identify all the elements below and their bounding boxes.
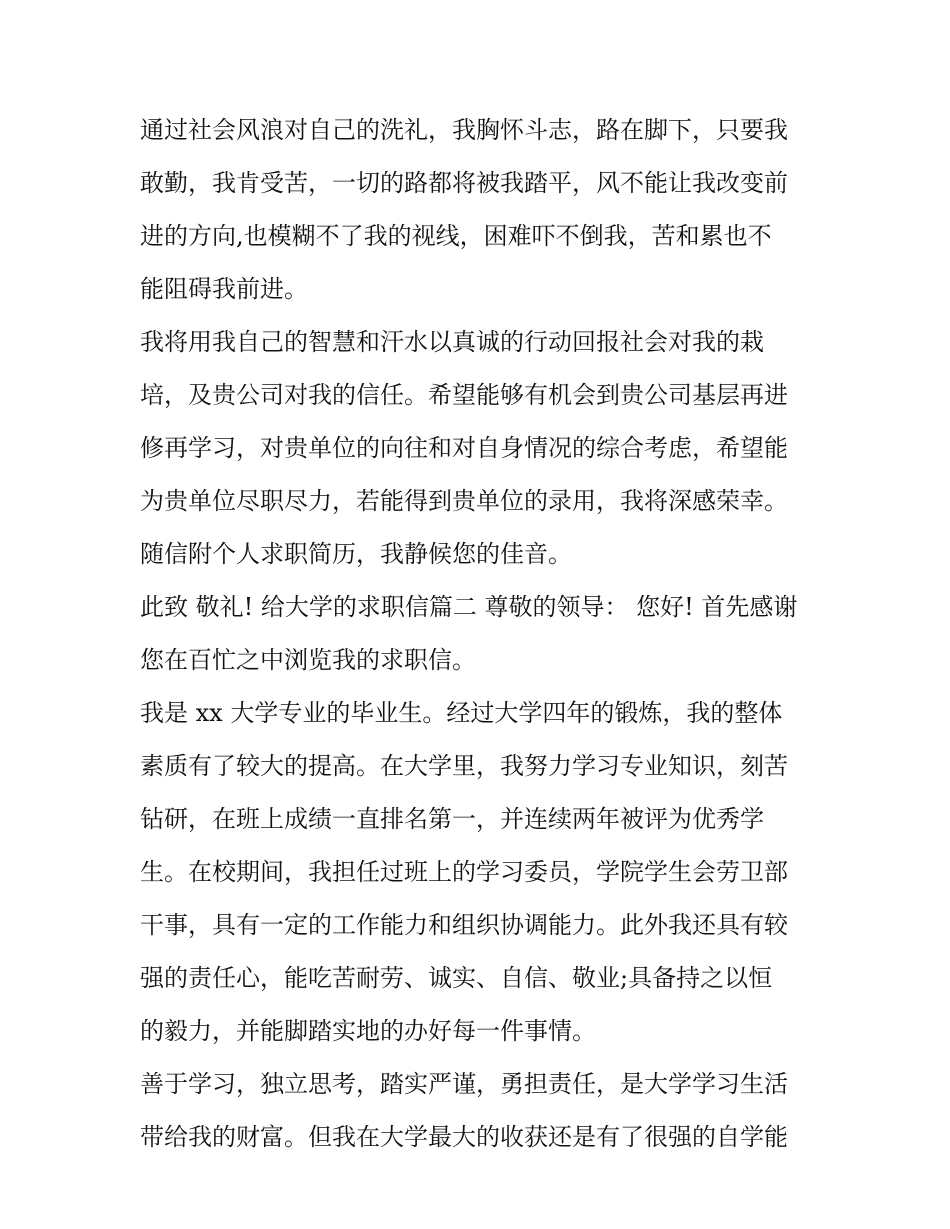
text-line: 培，及贵公司对我的信任。希望能够有机会到贵公司基层再进 [140,381,788,409]
text-line: 您在百忙之中浏览我的求职信。 [140,646,476,674]
text-line: 生。在校期间，我担任过班上的学习委员，学院学生会劳卫部 [140,858,788,886]
text-line: 我是 xx 大学专业的毕业生。经过大学四年的锻炼，我的整体 [140,699,783,727]
text-line: 通过社会风浪对自己的洗礼，我胸怀斗志，路在脚下，只要我 [140,116,788,144]
text-line: 修再学习，对贵单位的向往和对自身情况的综合考虑，希望能 [140,434,788,462]
text-line: 强的责任心，能吃苦耐劳、诚实、自信、敬业;具备持之以恒 [140,964,773,992]
text-line: 素质有了较大的提高。在大学里，我努力学习专业知识，刻苦 [140,752,788,780]
text-line: 进的方向,也模糊不了我的视线，困难吓不倒我，苦和累也不 [140,222,772,250]
text-line: 为贵单位尽职尽力，若能得到贵单位的录用，我将深感荣幸。 [140,487,788,515]
text-line: 干事，具有一定的工作能力和组织协调能力。此外我还具有较 [140,911,788,939]
text-line: 带给我的财富。但我在大学最大的收获还是有了很强的自学能 [140,1123,788,1151]
text-line: 善于学习，独立思考，踏实严谨，勇担责任，是大学学习生活 [140,1070,788,1098]
text-line: 敢勤，我肯受苦，一切的路都将被我踏平，风不能让我改变前 [140,169,788,197]
text-line: 我将用我自己的智慧和汗水以真诚的行动回报社会对我的栽 [140,328,764,356]
text-line: 此致 敬礼! 给大学的求职信篇二 尊敬的领导： 您好! 首先感谢 [140,593,798,621]
text-line: 随信附个人求职简历，我静候您的佳音。 [140,540,572,568]
text-line: 钻研，在班上成绩一直排名第一，并连续两年被评为优秀学 [140,805,764,833]
text-line: 能阻碍我前进。 [140,275,308,303]
document-body [140,108,820,1168]
text-line: 的毅力，并能脚踏实地的办好每一件事情。 [140,1017,596,1045]
